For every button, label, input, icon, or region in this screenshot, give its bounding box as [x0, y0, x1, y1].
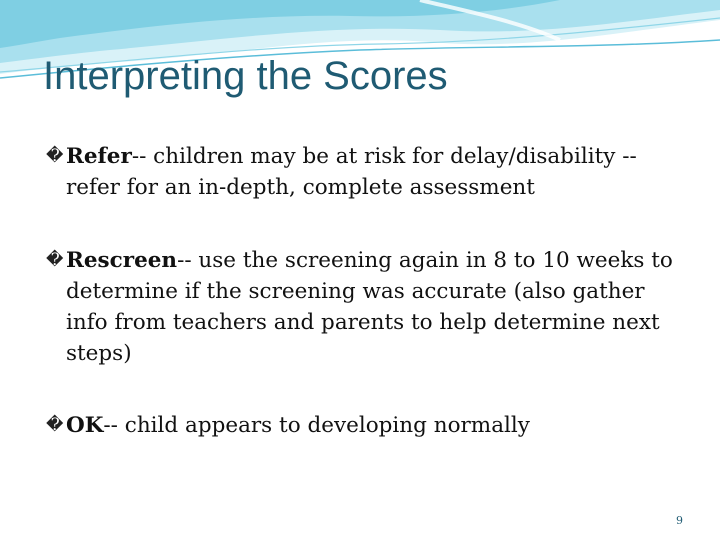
- bullet-text: [48, 141, 688, 203]
- bullet-term: Rescreen: [66, 248, 178, 273]
- bullet-term: OK: [66, 413, 104, 438]
- bullet-marker-icon: �: [46, 146, 64, 166]
- bullet-marker-icon: �: [46, 250, 64, 270]
- page-number: 9: [676, 514, 683, 527]
- bullet-description: -- use the screening again in 8 to 10 weeks to determine if the screening was accurate (also gather info from teachers and parents to help determine next steps): [66, 248, 673, 366]
- bullet-text: [48, 410, 688, 441]
- bullet-ok: [48, 410, 688, 441]
- bullet-description: -- child appears to developing normally: [103, 413, 530, 438]
- bullet-rescreen: [48, 245, 688, 369]
- bullet-description: -- children may be at risk for delay/disability -- refer for an in-depth, complete assessment: [66, 144, 637, 200]
- bullet-marker-icon: �: [46, 415, 64, 435]
- bullet-refer: [48, 141, 688, 203]
- slide-title: Interpreting the Scores: [43, 54, 448, 98]
- bullet-term: Refer: [66, 144, 132, 169]
- bullet-text: [48, 245, 688, 369]
